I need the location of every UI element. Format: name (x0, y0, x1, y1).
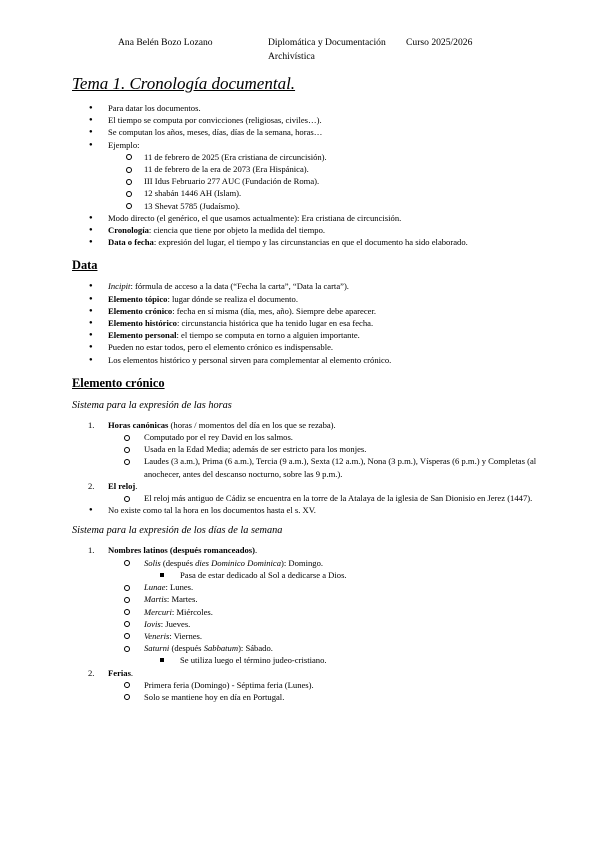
list-item: ● Elemento histórico: circunstancia histórica que ha tenido lugar en esa fecha. (89, 318, 374, 329)
list-item: ● Elemento crónico: fecha en sí misma (día, mes, año). Siempre debe aparecer. (89, 305, 376, 316)
list-item: ● Se computan los años, meses, días, días de la semana, horas… (89, 127, 323, 138)
list-item: Saturni (después Sabbatum): Sábado. Se utiliza luego el término judeo-cristiano. (108, 642, 542, 666)
circle-bullet-icon (126, 154, 132, 160)
list-number: 2. (88, 667, 95, 678)
list-item: 2. Ferias. Primera feria (Domingo) - Séptima feria (Lunes). Solo se mantiene hoy en día en Portugal. (72, 667, 542, 704)
square-bullet-icon (160, 658, 164, 662)
list-item: Pasa de estar dedicado al Sol a dedicarse a Dios. (144, 569, 542, 581)
list-item: Martis: Martes. (108, 593, 542, 605)
dias-list (72, 544, 542, 703)
intro-list (72, 102, 542, 248)
bullet-icon: ● (89, 239, 93, 246)
circle-bullet-icon (124, 585, 130, 591)
list-item: ● Ejemplo: 11 de febrero de 2025 (Era cristiana de circuncisión). 11 de febrero de la era de 2073 (Era Hispánica). III Idus Februario 277 AUC (Fundación de Roma). 12 shabán 1446 AH (Islam). 13 Shevat 5785 (Judaísmo). (72, 139, 542, 212)
list-item: ● Para datar los documentos. (89, 103, 201, 113)
section-heading-data: Data (72, 258, 98, 273)
bullet-icon: ● (89, 344, 93, 351)
bullet-icon: ● (89, 129, 93, 136)
list-item: Laudes (3 a.m.), Prima (6 a.m.), Tercia (9 a.m.), Sexta (12 a.m.), Nona (3 p.m.), Vísperas (6 p.m.) y Completas (al anochecer, antes del descanso nocturno, sobre las 9 p.m.). (108, 455, 542, 479)
document-title: Tema 1. Cronología documental. (72, 74, 296, 93)
circle-bullet-icon (124, 609, 130, 615)
square-bullet-icon (160, 573, 164, 577)
list-item: III Idus Februario 277 AUC (Fundación de Roma). (108, 175, 542, 187)
bullet-icon: ● (89, 141, 93, 148)
list-item: Se utiliza luego el término judeo-cristiano. (144, 654, 542, 666)
list-item: Veneris: Viernes. (108, 630, 542, 642)
circle-bullet-icon (124, 597, 130, 603)
list-item: Solo se mantiene hoy en día en Portugal. (108, 691, 542, 703)
list-item: ● Elemento tópico: lugar dónde se realiza el documento. (89, 293, 298, 304)
header-course: Curso 2025/2026 (406, 37, 473, 48)
list-item: ● Data o fecha: expresión del lugar, el tiempo y las circunstancias en que el documento ha sido elaborado. (89, 237, 468, 248)
example-list (108, 151, 542, 212)
circle-bullet-icon (124, 682, 130, 688)
circle-bullet-icon (124, 435, 130, 441)
list-number: 1. (88, 419, 95, 430)
list-item: 12 shabán 1446 AH (Islam). (108, 187, 542, 199)
circle-bullet-icon (124, 694, 130, 700)
list-item: ● Elemento personal: el tiempo se computa en torno a alguien importante. (89, 330, 360, 341)
list-item: Mercuri: Miércoles. (108, 606, 542, 618)
section-heading-cronico: Elemento crónico (72, 375, 165, 390)
circle-bullet-icon (126, 179, 132, 185)
bullet-icon: ● (89, 356, 93, 363)
list-item: ● Cronología: ciencia que tiene por objeto la medida del tiempo. (89, 225, 326, 236)
list-item: 11 de febrero de la era de 2073 (Era Hispánica). (108, 163, 542, 175)
list-item: Solis (después dies Dominico Dominica): Domingo. Pasa de estar dedicado al Sol a dedicarse a Dios. (108, 557, 542, 581)
subheading-horas: Sistema para la expresión de las horas (72, 399, 232, 411)
list-number: 1. (88, 545, 95, 556)
circle-bullet-icon (126, 191, 132, 197)
bullet-icon: ● (89, 227, 93, 234)
document-body (72, 74, 542, 703)
header-author: Ana Belén Bozo Lozano (118, 37, 213, 48)
list-item: ● Los elementos histórico y personal sirven para complementar al elemento crónico. (89, 354, 392, 365)
circle-bullet-icon (124, 621, 130, 627)
bullet-icon: ● (89, 214, 93, 221)
list-item: Computado por el rey David en los salmos. (108, 431, 542, 443)
bullet-icon: ● (89, 320, 93, 327)
list-item: 11 de febrero de 2025 (Era cristiana de circuncisión). (108, 151, 542, 163)
circle-bullet-icon (124, 560, 130, 566)
circle-bullet-icon (124, 496, 130, 502)
list-item: Iovis: Jueves. (108, 618, 542, 630)
bullet-icon: ● (89, 307, 93, 314)
list-item: 2. El reloj. El reloj más antiguo de Cádiz se encuentra en la torre de la Atalaya de la iglesia de San Dionisio en Jerez (1447). (72, 480, 542, 504)
circle-bullet-icon (124, 633, 130, 639)
list-item: ● Incipit: fórmula de acceso a la data (“Fecha la carta”, “Data la carta”). (89, 281, 349, 292)
bullet-icon: ● (89, 117, 93, 124)
circle-bullet-icon (124, 646, 130, 652)
data-list (72, 280, 542, 365)
circle-bullet-icon (124, 447, 130, 453)
list-item: ● Pueden no estar todos, pero el elemento crónico es indispensable. (89, 342, 334, 353)
bullet-icon: ● (89, 332, 93, 339)
bullet-icon: ● (89, 105, 93, 111)
subheading-dias: Sistema para la expresión de los días de la semana (72, 525, 283, 537)
bullet-icon: ● (89, 507, 93, 514)
list-item: ● Modo directo (el genérico, el que usamos actualmente): Era cristiana de circuncisión. (89, 212, 402, 223)
circle-bullet-icon (126, 203, 132, 209)
horas-list (72, 419, 542, 504)
list-item: Usada en la Edad Media; además de ser estricto para los monjes. (108, 443, 542, 455)
list-item: 13 Shevat 5785 (Judaísmo). (108, 200, 542, 212)
list-item: Primera feria (Domingo) - Séptima feria (Lunes). (108, 679, 542, 691)
list-item: 1. Nombres latinos (después romanceados). Solis (después dies Dominico Dominica): Domingo. Pasa de estar dedicado al Sol a dedicarse a Dios. Lunae: Lunes. Martis: Martes. Mercuri: Miércoles. Iovis: Jueves. Veneris: Viernes. Saturni (después Sabbatum): Sábado. Se utiliza luego el término judeo-cristiano. (72, 544, 542, 666)
bullet-icon: ● (89, 295, 93, 302)
circle-bullet-icon (126, 167, 132, 173)
bullet-icon: ● (89, 283, 93, 290)
circle-bullet-icon (124, 459, 130, 465)
list-item: Lunae: Lunes. (108, 581, 542, 593)
list-item: El reloj más antiguo de Cádiz se encuentra en la torre de la Atalaya de la iglesia de San Dionisio en Jerez (1447). (108, 492, 542, 504)
list-number: 2. (88, 480, 95, 491)
list-item: ● No existe como tal la hora en los documentos hasta el s. XV. (89, 505, 316, 516)
list-item: ● El tiempo se computa por convicciones (religiosas, civiles…). (89, 115, 322, 126)
header-subject: Diplomática y Documentación Archivística (268, 37, 386, 62)
list-item: 1. Horas canónicas (horas / momentos del día en los que se rezaba). Computado por el rey David en los salmos. Usada en la Edad Media; además de ser estricto para los monjes. Laudes (3 a.m.), Prima (6 a.m.), Tercia (9 a.m.), Sexta (12 a.m.), Nona (3 p.m.), Vísperas (6 p.m.) y Completas (al anochecer, antes del descanso nocturno, sobre las 9 p.m.). (72, 419, 542, 480)
